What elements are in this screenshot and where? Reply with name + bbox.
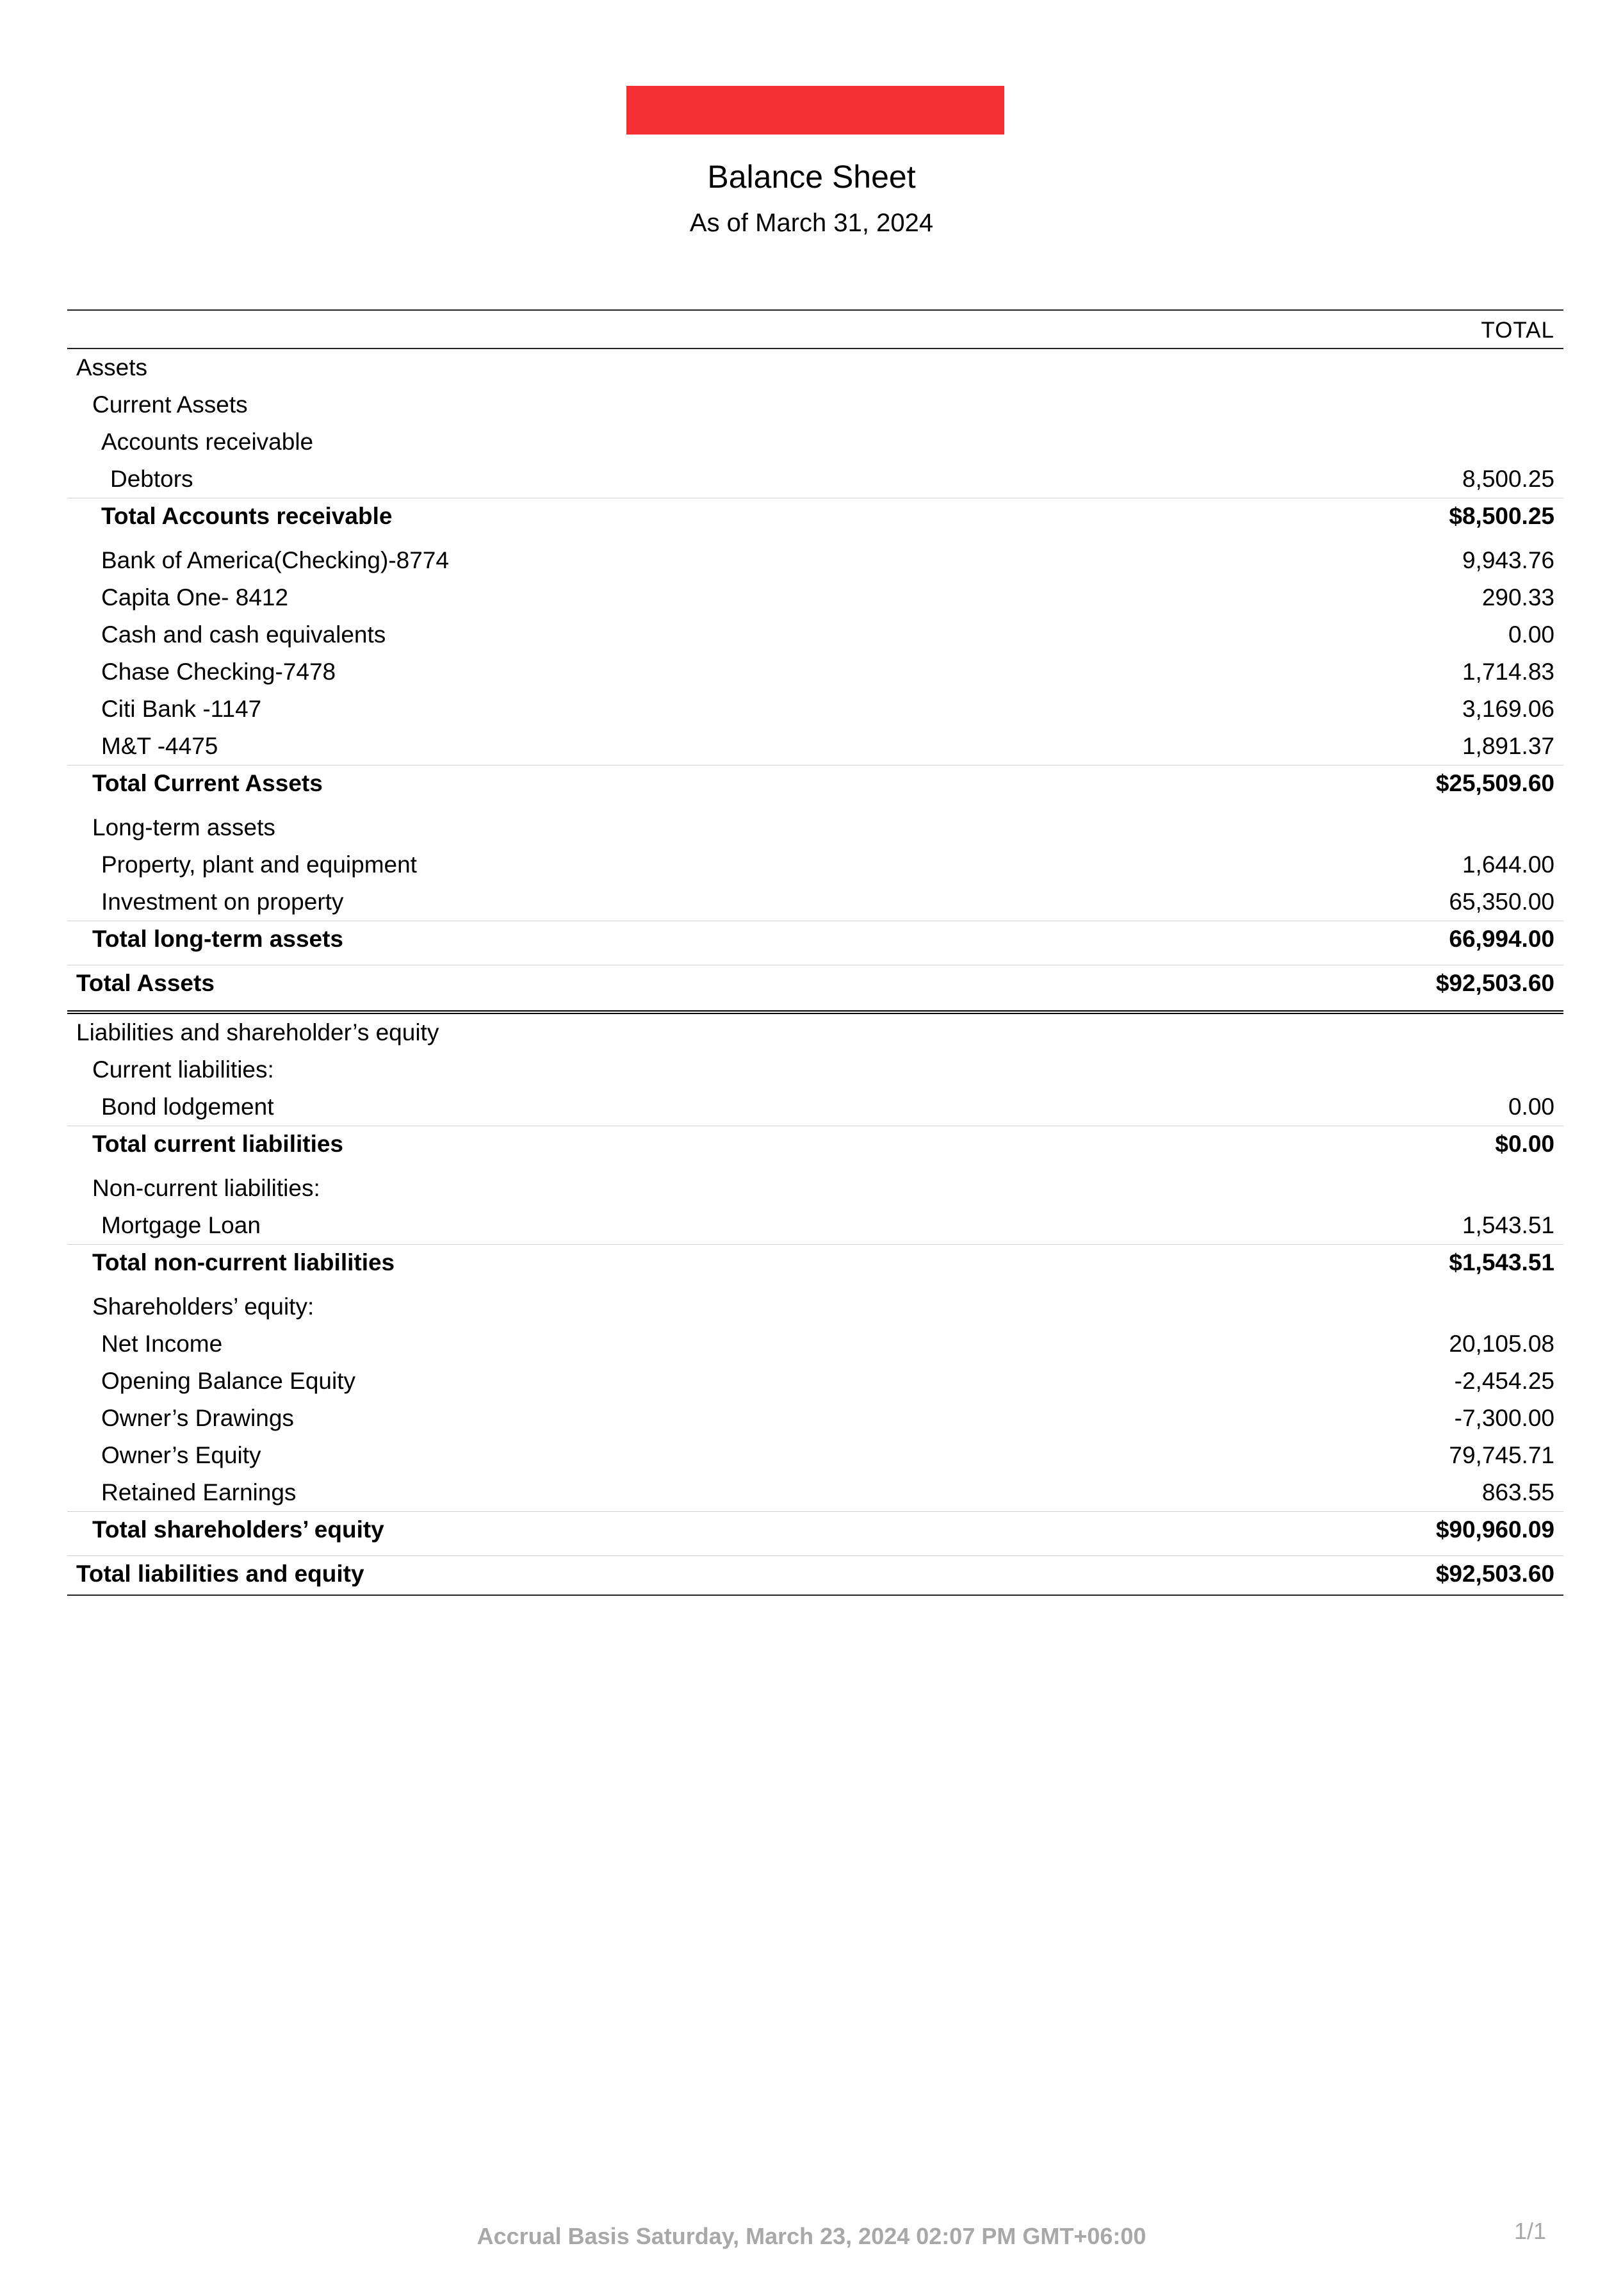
total-row-assets: Total Assets $92,503.60 — [67, 965, 1563, 1014]
group-heading-shareholders-equity: Shareholders’ equity: — [92, 1293, 314, 1320]
table-row: Capita One- 8412 290.33 — [101, 584, 1554, 611]
group-heading-long-term-assets: Long-term assets — [92, 814, 275, 840]
report-subtitle: As of March 31, 2024 — [689, 209, 934, 237]
table-row: Property, plant and equipment 1,644.00 — [101, 851, 1554, 878]
group-heading-current-liabilities: Current liabilities: — [92, 1056, 274, 1083]
table-row: Cash and cash equivalents 0.00 — [101, 621, 1554, 648]
column-header-total: TOTAL — [1481, 318, 1554, 343]
total-row-shareholders-equity: Total shareholders’ equity $90,960.09 — [67, 1511, 1563, 1550]
table-row: Debtors 8,500.25 — [110, 466, 1554, 492]
total-row-current-assets: Total Current Assets $25,509.60 — [67, 765, 1563, 804]
page-number: 1/1 — [1513, 2218, 1546, 2244]
table-row: Bank of America(Checking)-8774 9,943.76 — [101, 547, 1554, 573]
column-header-row — [67, 309, 1563, 349]
table-row: Opening Balance Equity -2,454.25 — [101, 1368, 1554, 1394]
group-heading-non-current-liabilities: Non-current liabilities: — [92, 1175, 320, 1201]
table-row: Chase Checking-7478 1,714.83 — [101, 659, 1554, 685]
balance-sheet-table — [67, 309, 1563, 1596]
total-row-accounts-receivable: Total Accounts receivable $8,500.25 — [67, 498, 1563, 537]
group-heading-accounts-receivable: Accounts receivable — [101, 429, 314, 455]
total-row-current-liabilities: Total current liabilities $0.00 — [67, 1126, 1563, 1165]
total-row-long-term-assets: Total long-term assets 66,994.00 — [67, 921, 1563, 960]
redacted-company-name — [626, 86, 1004, 135]
table-row: Mortgage Loan 1,543.51 — [101, 1212, 1554, 1238]
section-heading-liabilities-equity: Liabilities and shareholder’s equity — [76, 1019, 439, 1046]
footer-basis-timestamp: Accrual Basis Saturday, March 23, 2024 02:07 PM GMT+06:00 — [477, 2223, 1146, 2249]
total-row-liabilities-equity: Total liabilities and equity $92,503.60 — [67, 1555, 1563, 1596]
table-row: Retained Earnings 863.55 — [101, 1479, 1554, 1505]
section-heading-assets: Assets — [76, 354, 148, 381]
table-row: Owner’s Equity 79,745.71 — [101, 1442, 1554, 1468]
group-heading-current-assets: Current Assets — [92, 391, 248, 418]
table-row: Investment on property 65,350.00 — [101, 889, 1554, 915]
table-row: Net Income 20,105.08 — [101, 1331, 1554, 1357]
table-row: M&T -4475 1,891.37 — [101, 733, 1554, 759]
table-row: Owner’s Drawings -7,300.00 — [101, 1405, 1554, 1431]
report-title: Balance Sheet — [707, 159, 916, 195]
total-row-non-current-liabilities: Total non-current liabilities $1,543.51 — [67, 1244, 1563, 1283]
table-row: Citi Bank -1147 3,169.06 — [101, 696, 1554, 722]
table-row: Bond lodgement 0.00 — [101, 1094, 1554, 1120]
